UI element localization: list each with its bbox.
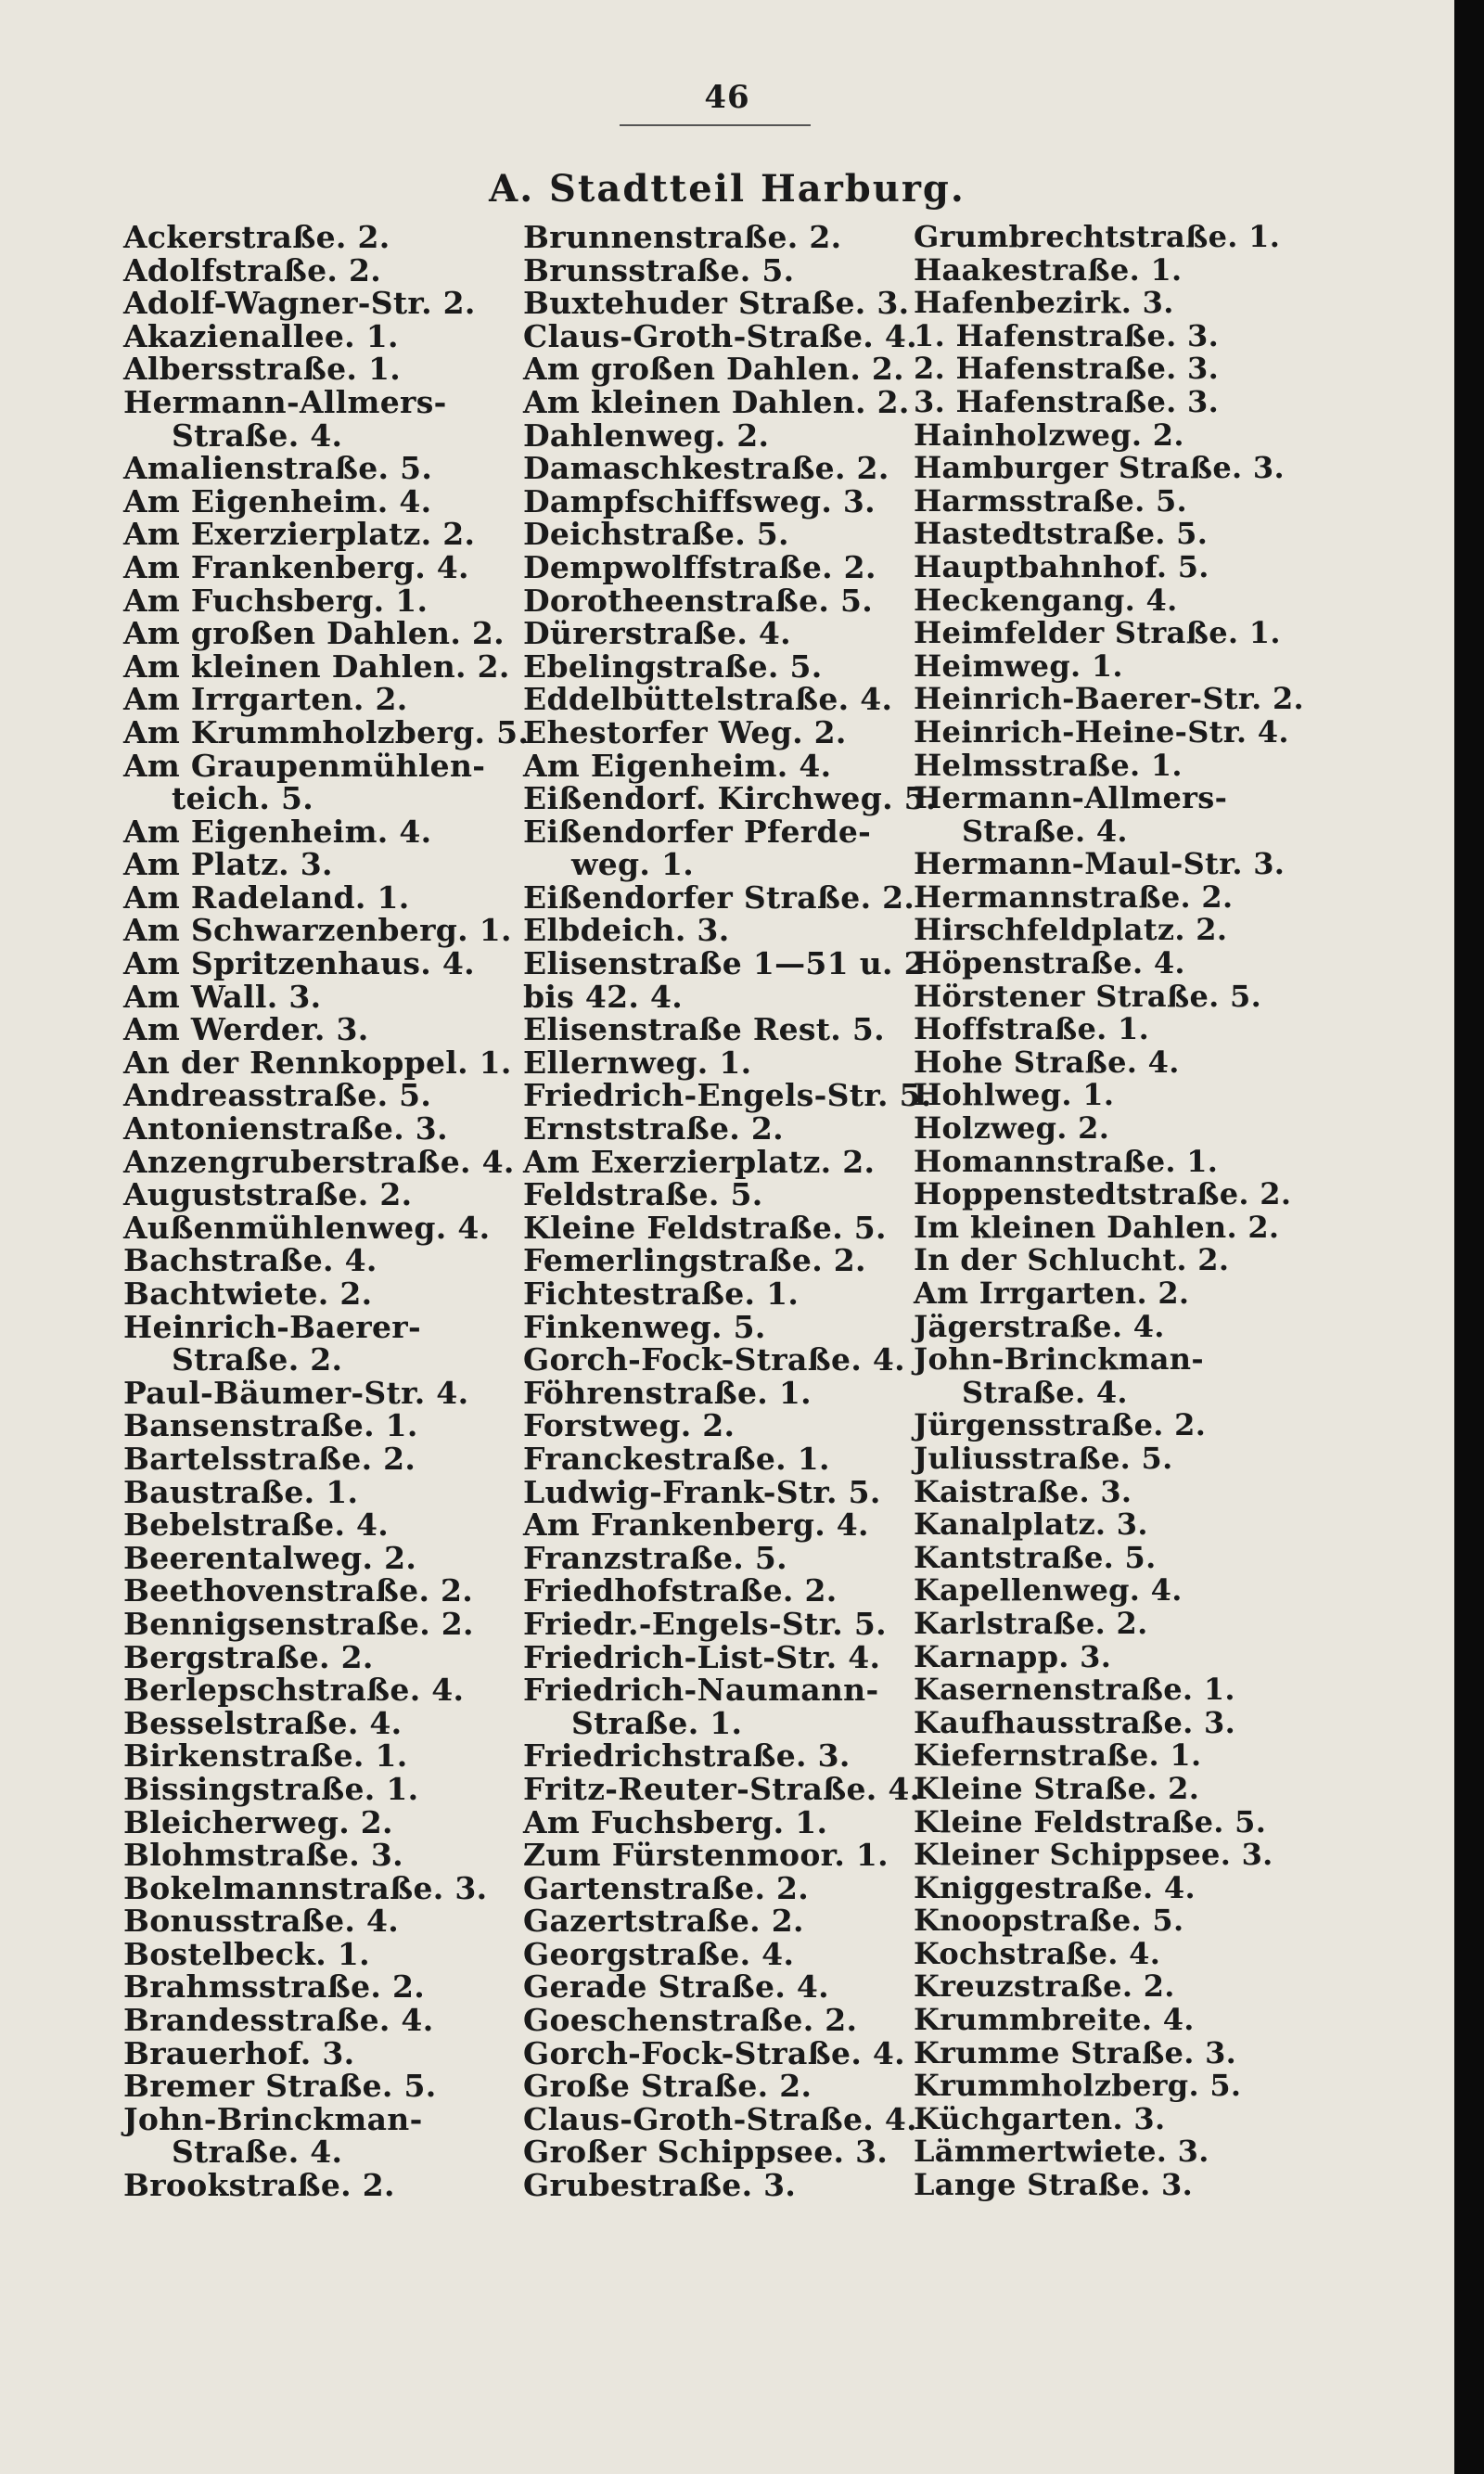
street-entry: Bokelmannstraße. 3.: [123, 1869, 488, 1906]
street-entry: Bergstraße. 2.: [123, 1638, 374, 1675]
street-entry: Hörstener Straße. 5.: [914, 978, 1262, 1014]
page-number-rule: [620, 124, 811, 126]
street-entry: Am Eigenheim. 4.: [123, 813, 432, 850]
street-entry: Hoffstraße. 1.: [914, 1011, 1150, 1047]
street-entry: Heimweg. 1.: [914, 647, 1123, 684]
street-entry: Bennigsenstraße. 2.: [123, 1605, 474, 1642]
street-entry: Hafenbezirk. 3.: [914, 285, 1174, 321]
street-entry: Besselstraße. 4.: [123, 1704, 403, 1741]
street-entry: Fichtestraße. 1.: [523, 1275, 800, 1312]
street-entry: Albersstraße. 1.: [123, 351, 402, 388]
street-entry: Elisenstraße 1—51 u. 2: [523, 945, 926, 982]
street-entry: Brunnenstraße. 2.: [523, 219, 842, 255]
street-column-3: [914, 221, 1433, 2202]
street-entry: 2. Hafenstraße. 3.: [914, 351, 1220, 387]
street-entry: Ackerstraße. 2.: [123, 219, 390, 255]
street-entry: Brahmsstraße. 2.: [123, 1968, 426, 2006]
street-entry: Kasernenstraße. 1.: [914, 1672, 1235, 1708]
street-entry: Damaschkestraße. 2.: [523, 450, 889, 487]
street-entry: Birkenstraße. 1.: [123, 1737, 408, 1775]
street-entry: Kleine Feldstraße. 5.: [523, 1209, 887, 1246]
street-entry: Am Eigenheim. 4.: [523, 747, 832, 784]
street-entry: Goeschenstraße. 2.: [523, 2002, 858, 2039]
street-entry: Kanalplatz. 3.: [914, 1506, 1148, 1543]
street-entry: Im kleinen Dahlen. 2.: [914, 1209, 1280, 1245]
street-entry: Am Krummholzberg. 5.: [123, 713, 530, 750]
street-entry: Hermannstraße. 2.: [914, 878, 1234, 915]
street-entry: Anzengruberstraße. 4.: [123, 1143, 515, 1180]
street-entry: Kreuzstraße. 2.: [914, 1968, 1175, 2005]
street-entry: Bonusstraße. 4.: [123, 1903, 400, 1940]
street-entry: Eißendorf. Kirchweg. 5.: [523, 780, 937, 817]
street-entry: Bebelstraße. 4.: [123, 1506, 390, 1544]
street-entry: Deichstraße. 5.: [523, 516, 789, 553]
street-entry: Amalienstraße. 5.: [123, 450, 433, 487]
street-entry: Dahlenweg. 2.: [523, 417, 770, 454]
street-entry: Ludwig-Frank-Str. 5.: [523, 1473, 881, 1510]
street-entry: Hainholzweg. 2.: [914, 417, 1184, 453]
street-entry: Kleiner Schippsee. 3.: [914, 1837, 1273, 1873]
street-entry: Haakestraße. 1.: [914, 251, 1183, 288]
street-entry: Paul-Bäumer-Str. 4.: [123, 1374, 469, 1411]
street-entry: Holzweg. 2.: [914, 1110, 1110, 1147]
street-entry: Am Fuchsberg. 1.: [123, 582, 429, 619]
street-entry: Jägerstraße. 4.: [914, 1308, 1165, 1344]
street-entry: Lämmertwiete. 3.: [914, 2134, 1209, 2170]
street-entry: Krumme Straße. 3.: [914, 2034, 1237, 2070]
street-entry: Ebelingstraße. 5.: [523, 647, 823, 685]
street-entry: Helmsstraße. 1.: [914, 747, 1183, 783]
street-entry-continuation: teich. 5.: [172, 780, 313, 817]
street-entry: Gorch-Fock-Straße. 4.: [523, 2034, 905, 2071]
street-entry: Am großen Dahlen. 2.: [123, 615, 505, 652]
street-entry: Grubestraße. 3.: [523, 2167, 797, 2204]
street-entry: Am Platz. 3.: [123, 846, 333, 883]
street-entry: Brandesstraße. 4.: [123, 2002, 434, 2039]
street-entry: Heinrich-Baerer-Str. 2.: [914, 681, 1304, 717]
street-entry: Berlepschstraße. 4.: [123, 1672, 465, 1709]
street-entry: Am Radeland. 1.: [123, 878, 410, 916]
street-entry-continuation: weg. 1.: [571, 846, 695, 883]
street-entry: Hermann-Maul-Str. 3.: [914, 846, 1286, 882]
street-entry-continuation: Straße. 4.: [172, 2134, 343, 2171]
street-entry: Bleicherweg. 2.: [123, 1803, 393, 1840]
street-entry: Kantstraße. 5.: [914, 1539, 1157, 1575]
street-entry: Am Irrgarten. 2.: [914, 1275, 1190, 1311]
street-entry: Adolf-Wagner-Str. 2.: [123, 285, 476, 322]
street-entry: Außenmühlenweg. 4.: [123, 1209, 491, 1246]
street-entry: Am Spritzenhaus. 4.: [123, 945, 475, 982]
street-entry: Am Exerzierplatz. 2.: [523, 1143, 876, 1180]
street-entry: Franzstraße. 5.: [523, 1539, 787, 1576]
street-entry: bis 42. 4.: [523, 978, 684, 1015]
street-entry: 1. Hafenstraße. 3.: [914, 317, 1220, 353]
street-entry: Große Straße. 2.: [523, 2068, 812, 2105]
street-entry: Homannstraße. 1.: [914, 1143, 1219, 1179]
street-entry: Heinrich-Baerer-: [123, 1308, 421, 1345]
street-entry: Dampfschiffsweg. 3.: [523, 482, 876, 519]
street-entry: Heinrich-Heine-Str. 4.: [914, 713, 1289, 750]
street-entry: Ellernweg. 1.: [523, 1044, 752, 1081]
street-entry: Karnapp. 3.: [914, 1638, 1112, 1674]
page-edge-shadow: [1454, 0, 1484, 2474]
street-entry: Bartelsstraße. 2.: [123, 1440, 416, 1477]
street-entry: Am Eigenheim. 4.: [123, 482, 432, 519]
street-entry: 3. Hafenstraße. 3.: [914, 383, 1220, 419]
street-entry: Kochstraße. 4.: [914, 1935, 1161, 1971]
street-entry: Hermann-Allmers-: [123, 383, 447, 420]
street-entry: Ehestorfer Weg. 2.: [523, 713, 847, 750]
street-column-1: [123, 221, 531, 2202]
street-entry: Am Graupenmühlen-: [123, 747, 486, 784]
street-entry: Georgstraße. 4.: [523, 1935, 795, 1972]
street-entry: Am Wall. 3.: [123, 978, 322, 1015]
street-entry: Elbdeich. 3.: [523, 912, 730, 949]
street-entry: Ernststraße. 2.: [523, 1110, 784, 1147]
street-entry: Bansenstraße. 1.: [123, 1407, 418, 1444]
street-entry: Gartenstraße. 2.: [523, 1869, 810, 1906]
street-entry: Elisenstraße Rest. 5.: [523, 1011, 885, 1048]
street-entry: Föhrenstraße. 1.: [523, 1374, 812, 1411]
street-entry: Am kleinen Dahlen. 2.: [123, 647, 510, 685]
street-entry: Dempwolffstraße. 2.: [523, 548, 876, 585]
street-entry: Jürgensstraße. 2.: [914, 1407, 1207, 1443]
street-entry: Bachstraße. 4.: [123, 1242, 377, 1279]
street-entry: Brookstraße. 2.: [123, 2167, 395, 2204]
street-entry: Antonienstraße. 3.: [123, 1110, 448, 1147]
street-entry: Am Fuchsberg. 1.: [523, 1803, 828, 1840]
street-entry: Eißendorfer Straße. 2.: [523, 878, 915, 916]
street-entry: Friedrich-List-Str. 4.: [523, 1638, 881, 1675]
street-entry-continuation: Straße. 4.: [962, 1374, 1128, 1410]
page-number: 46: [704, 79, 750, 116]
street-entry: Beerentalweg. 2.: [123, 1539, 417, 1576]
street-entry: Brauerhof. 3.: [123, 2034, 355, 2071]
street-entry: Gazertstraße. 2.: [523, 1903, 804, 1940]
street-entry: Eddelbüttelstraße. 4.: [523, 681, 893, 718]
street-entry: Gorch-Fock-Straße. 4.: [523, 1341, 905, 1378]
street-entry: Claus-Groth-Straße. 4.: [523, 317, 917, 354]
street-entry: Höpenstraße. 4.: [914, 945, 1185, 981]
street-entry: Kaistraße. 3.: [914, 1473, 1132, 1509]
street-entry: Brunsstraße. 5.: [523, 251, 795, 288]
street-entry: Eißendorfer Pferde-: [523, 813, 872, 850]
street-entry: Hoppenstedtstraße. 2.: [914, 1176, 1292, 1212]
street-entry: Auguststraße. 2.: [123, 1176, 413, 1213]
street-entry: Akazienallee. 1.: [123, 317, 399, 354]
street-entry: Juliusstraße. 5.: [914, 1440, 1173, 1476]
street-entry: Am Frankenberg. 4.: [123, 548, 469, 585]
street-entry: An der Rennkoppel. 1.: [123, 1044, 512, 1081]
street-entry: Hermann-Allmers-: [914, 780, 1228, 816]
street-entry: Beethovenstraße. 2.: [123, 1572, 474, 1609]
street-entry: Am Schwarzenberg. 1.: [123, 912, 512, 949]
street-entry: Heckengang. 4.: [914, 582, 1178, 618]
street-entry: Fritz-Reuter-Straße. 4.: [523, 1770, 921, 1807]
street-entry: Feldstraße. 5.: [523, 1176, 763, 1213]
street-entry: Andreasstraße. 5.: [123, 1077, 432, 1114]
street-entry: Karlstraße. 2.: [914, 1605, 1148, 1641]
street-entry: John-Brinckman-: [123, 2100, 423, 2137]
street-entry: Am großen Dahlen. 2.: [523, 351, 904, 388]
street-entry: Großer Schippsee. 3.: [523, 2134, 889, 2171]
street-entry: Kaufhausstraße. 3.: [914, 1704, 1236, 1740]
section-title: A. Stadtteil Harburg.: [489, 167, 966, 211]
street-entry: Dorotheenstraße. 5.: [523, 582, 874, 619]
street-entry: Adolfstraße. 2.: [123, 251, 382, 288]
street-entry: Kleine Feldstraße. 5.: [914, 1803, 1267, 1839]
street-entry: Harmsstraße. 5.: [914, 482, 1187, 519]
street-entry: Krummbreite. 4.: [914, 2002, 1195, 2038]
street-entry: John-Brinckman-: [914, 1341, 1204, 1378]
street-entry: Am Frankenberg. 4.: [523, 1506, 869, 1544]
street-entry: Bremer Straße. 5.: [123, 2068, 437, 2105]
street-entry: Friedrich-Engels-Str. 5.: [523, 1077, 932, 1114]
street-entry: Hohlweg. 1.: [914, 1077, 1115, 1113]
street-entry: Am kleinen Dahlen. 2.: [523, 383, 910, 420]
street-entry: Forstweg. 2.: [523, 1407, 736, 1444]
street-column-2: [523, 219, 937, 2204]
street-entry: Knoopstraße. 5.: [914, 1903, 1184, 1939]
street-entry: Bachtwiete. 2.: [123, 1275, 373, 1312]
street-entry: Baustraße. 1.: [123, 1473, 359, 1510]
street-entry: Kapellenweg. 4.: [914, 1572, 1183, 1609]
street-entry: Zum Fürstenmoor. 1.: [523, 1837, 889, 1874]
street-entry: Hohe Straße. 4.: [914, 1044, 1180, 1080]
street-entry: Kleine Straße. 2.: [914, 1770, 1200, 1806]
street-entry: Femerlingstraße. 2.: [523, 1242, 866, 1279]
street-entry: Hamburger Straße. 3.: [914, 450, 1285, 486]
street-entry: Friedr.-Engels-Str. 5.: [523, 1605, 887, 1642]
street-entry: Friedrichstraße. 3.: [523, 1737, 851, 1775]
street-entry: Gerade Straße. 4.: [523, 1968, 829, 2006]
street-entry: Hastedtstraße. 5.: [914, 516, 1209, 552]
street-entry: Küchgarten. 3.: [914, 2100, 1166, 2136]
street-entry: Hauptbahnhof. 5.: [914, 548, 1209, 584]
street-entry-continuation: Straße. 4.: [962, 813, 1128, 849]
street-entry: Krummholzberg. 5.: [914, 2068, 1242, 2104]
street-entry: Buxtehuder Straße. 3.: [523, 285, 910, 322]
street-entry: Franckestraße. 1.: [523, 1440, 830, 1477]
street-entry: Am Werder. 3.: [123, 1011, 369, 1048]
street-entry: Bissingstraße. 1.: [123, 1770, 419, 1807]
street-entry: Am Irrgarten. 2.: [123, 681, 408, 718]
street-entry: Heimfelder Straße. 1.: [914, 615, 1281, 651]
street-entry: Bostelbeck. 1.: [123, 1935, 370, 1972]
street-entry: Am Exerzierplatz. 2.: [123, 516, 476, 553]
street-entry: Claus-Groth-Straße. 4.: [523, 2100, 917, 2137]
street-entry: In der Schlucht. 2.: [914, 1242, 1230, 1278]
street-entry: Blohmstraße. 3.: [123, 1837, 403, 1874]
street-entry: Lange Straße. 3.: [914, 2167, 1194, 2203]
street-entry: Kniggestraße. 4.: [914, 1869, 1196, 1905]
street-entry: Friedhofstraße. 2.: [523, 1572, 838, 1609]
street-entry-continuation: Straße. 1.: [571, 1704, 743, 1741]
street-entry: Kiefernstraße. 1.: [914, 1737, 1202, 1774]
street-entry: Hirschfeldplatz. 2.: [914, 912, 1228, 948]
street-entry-continuation: Straße. 4.: [172, 417, 343, 454]
street-entry-continuation: Straße. 2.: [172, 1341, 343, 1378]
street-entry: Dürerstraße. 4.: [523, 615, 791, 652]
street-entry: Friedrich-Naumann-: [523, 1672, 879, 1709]
street-entry: Grumbrechtstraße. 1.: [914, 219, 1281, 254]
street-entry: Finkenweg. 5.: [523, 1308, 766, 1345]
